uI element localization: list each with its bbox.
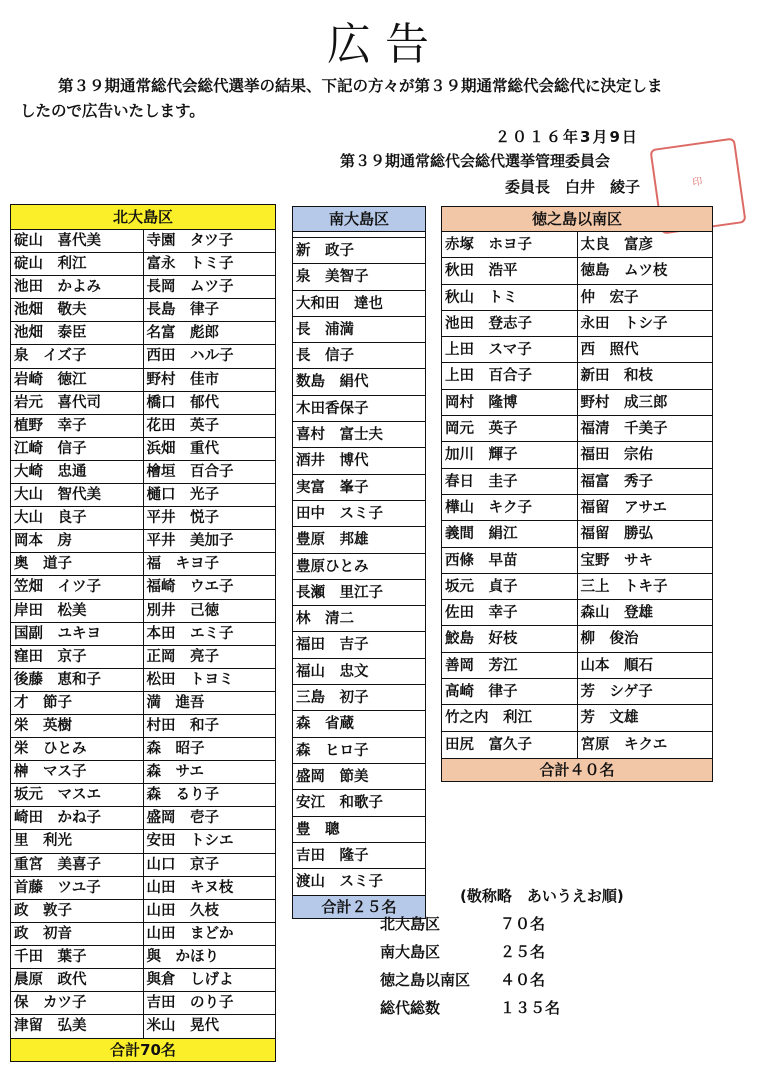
member-name: 江崎 信子 bbox=[11, 438, 143, 461]
member-name: 與 かほり bbox=[144, 946, 276, 969]
summary-row bbox=[380, 941, 545, 962]
member-name: 奥 道子 bbox=[11, 553, 143, 576]
member-name: 宮原 キクエ bbox=[580, 736, 668, 753]
member-name: 千田 葉子 bbox=[11, 946, 143, 969]
member-name: 寺園 タツ子 bbox=[144, 230, 276, 253]
member-name: 高崎 律子 bbox=[442, 679, 577, 705]
member-name: 山本 順石 bbox=[578, 653, 713, 679]
intro-line-1: 第３９期通常総代会総代選挙の結果、下記の方々が第３９期通常総代会総代に決定しま bbox=[58, 77, 663, 95]
member-name: 榊 マス子 bbox=[11, 761, 143, 784]
member-name: 長瀬 里江子 bbox=[293, 580, 425, 606]
member-name: 上田 スマ子 bbox=[442, 337, 577, 363]
summary-row bbox=[380, 913, 545, 934]
member-name: 田中 スミ子 bbox=[293, 501, 425, 527]
member-name: 檜垣 百合子 bbox=[144, 461, 276, 484]
member-name: 西條 早苗 bbox=[442, 548, 577, 574]
member-name: 安田 トシエ bbox=[144, 830, 276, 853]
member-name: 柳 俊治 bbox=[578, 626, 713, 652]
member-name: 窪田 京子 bbox=[11, 646, 143, 669]
member-name: 福崎 ウエ子 bbox=[144, 576, 276, 599]
member-name: 晨原 政代 bbox=[11, 969, 143, 992]
summary-label: 徳之島以南区 bbox=[380, 971, 471, 989]
member-name: 春日 圭子 bbox=[442, 469, 577, 495]
summary-label: 南大島区 bbox=[380, 943, 441, 961]
member-name: 保 カツ子 bbox=[11, 992, 143, 1015]
announcement-date: ２０１６年3月9日 bbox=[495, 128, 639, 146]
member-name: 福富 秀子 bbox=[578, 469, 713, 495]
member-name: 栄 ひとみ bbox=[11, 738, 143, 761]
district-north bbox=[10, 204, 276, 1062]
member-name: 富永 トミ子 bbox=[144, 253, 276, 276]
member-name: 吉田 隆子 bbox=[293, 843, 425, 869]
member-name: 大和田 達也 bbox=[293, 291, 425, 317]
member-name: 福 キヨ子 bbox=[144, 553, 276, 576]
member-name: 三上 トキ子 bbox=[578, 574, 713, 600]
member-name: 岸田 松美 bbox=[11, 600, 143, 623]
member-name: 坂元 貞子 bbox=[442, 574, 577, 600]
member-name: 佐田 幸子 bbox=[442, 600, 577, 626]
member-name: 泉 美智子 bbox=[293, 264, 425, 290]
member-name: 山田 キヌ枝 bbox=[144, 877, 276, 900]
committee-name: 第３９期通常総代会総代選挙管理委員会 bbox=[340, 152, 611, 170]
summary-label: 総代総数 bbox=[380, 999, 441, 1017]
member-name: 正岡 亮子 bbox=[144, 646, 276, 669]
member-name: 太良 富彦 bbox=[578, 232, 713, 258]
summary-value: ２５名 bbox=[500, 943, 546, 961]
member-name: 竹之内 利江 bbox=[442, 705, 577, 731]
member-name: 與倉 しげよ bbox=[144, 969, 276, 992]
member-name: 善岡 芳江 bbox=[442, 653, 577, 679]
member-name: 福留 勝弘 bbox=[578, 521, 713, 547]
member-name: 国副 ユキヨ bbox=[11, 623, 143, 646]
member-name: 森 サエ bbox=[144, 761, 276, 784]
member-name: 花田 英子 bbox=[144, 415, 276, 438]
district-north-total: 合計70名 bbox=[11, 1038, 275, 1061]
district-south-header: 南大島区 bbox=[293, 207, 425, 232]
member-name: 渡山 スミ子 bbox=[296, 874, 383, 891]
district-north-col-right bbox=[143, 230, 276, 1038]
member-name: 樋口 光子 bbox=[144, 484, 276, 507]
member-name: 岡村 隆博 bbox=[442, 390, 577, 416]
member-name: 長岡 ムツ子 bbox=[144, 276, 276, 299]
summary-note: (敬称略 あいうえお順) bbox=[460, 887, 624, 905]
member-name: 満 進吾 bbox=[144, 692, 276, 715]
official-seal-icon: 印 bbox=[649, 137, 746, 234]
member-name: 森 省蔵 bbox=[293, 711, 425, 737]
district-toku-total: 合計４０名 bbox=[442, 758, 712, 781]
member-name: 重宮 美喜子 bbox=[11, 854, 143, 877]
member-name: 平井 悦子 bbox=[144, 507, 276, 530]
member-name: 大山 良子 bbox=[11, 507, 143, 530]
member-name: 秋山 トミ bbox=[442, 285, 577, 311]
member-name: 田尻 富久子 bbox=[445, 736, 532, 753]
member-name: 長島 律子 bbox=[144, 299, 276, 322]
district-south-col bbox=[293, 238, 425, 895]
intro-text bbox=[20, 74, 760, 124]
member-name: 村田 和子 bbox=[144, 715, 276, 738]
member-name: 数島 絹代 bbox=[293, 369, 425, 395]
member-name: 植野 幸子 bbox=[11, 415, 143, 438]
summary-row bbox=[380, 997, 560, 1018]
summary-value: １３５名 bbox=[500, 999, 561, 1017]
member-name: 平井 美加子 bbox=[144, 530, 276, 553]
member-name: 森 昭子 bbox=[144, 738, 276, 761]
member-name: 森山 登雄 bbox=[578, 600, 713, 626]
member-name: 福清 千美子 bbox=[578, 416, 713, 442]
member-name: 樺山 キク子 bbox=[442, 495, 577, 521]
member-name: 新田 和枝 bbox=[578, 363, 713, 389]
member-name: 森 ヒロ子 bbox=[293, 738, 425, 764]
member-name: 山口 京子 bbox=[144, 854, 276, 877]
member-name: 永田 トシ子 bbox=[578, 311, 713, 337]
member-name: 西 照代 bbox=[578, 337, 713, 363]
member-name: 木田香保子 bbox=[293, 396, 425, 422]
summary-row bbox=[380, 969, 545, 990]
member-name: 里 利光 bbox=[11, 830, 143, 853]
member-name: 山田 久枝 bbox=[144, 900, 276, 923]
summary-value: ７０名 bbox=[500, 915, 546, 933]
district-toku-header: 徳之島以南区 bbox=[442, 207, 712, 232]
district-north-header: 北大島区 bbox=[11, 205, 275, 230]
member-name: 新 政子 bbox=[293, 238, 425, 264]
district-toku-col-left bbox=[442, 232, 577, 758]
member-name: 西田 ハル子 bbox=[144, 345, 276, 368]
member-name: 豊原 邦雄 bbox=[293, 527, 425, 553]
member-name: 別井 己徳 bbox=[144, 600, 276, 623]
member-name: 宝野 サキ bbox=[578, 548, 713, 574]
member-name: 福田 宗佑 bbox=[578, 442, 713, 468]
member-name: 鮫島 好枝 bbox=[442, 626, 577, 652]
member-name: 野村 佳市 bbox=[144, 369, 276, 392]
member-name: 喜村 富士夫 bbox=[293, 422, 425, 448]
member-name: 政 敦子 bbox=[11, 900, 143, 923]
member-name: 津留 弘美 bbox=[14, 1018, 87, 1035]
member-name: 芳 シゲ子 bbox=[578, 679, 713, 705]
member-name: 吉田 のり子 bbox=[144, 992, 276, 1015]
district-toku-col-right bbox=[577, 232, 713, 758]
member-name: 碇山 利江 bbox=[11, 253, 143, 276]
member-name: 栄 英樹 bbox=[11, 715, 143, 738]
member-name: 坂元 マスエ bbox=[11, 784, 143, 807]
member-name: 浜畑 重代 bbox=[144, 438, 276, 461]
member-name: 池畑 敬夫 bbox=[11, 299, 143, 322]
district-south bbox=[292, 206, 426, 919]
committee-chair: 委員長 白井 綾子 bbox=[505, 178, 641, 196]
member-name: 岩崎 徳江 bbox=[11, 369, 143, 392]
member-name: 才 節子 bbox=[11, 692, 143, 715]
member-name: 野村 成三郎 bbox=[578, 390, 713, 416]
member-name: 赤塚 ホヨ子 bbox=[442, 232, 577, 258]
summary-value: ４０名 bbox=[500, 971, 546, 989]
intro-line-2: したので広告いたします。 bbox=[20, 102, 205, 120]
member-name: 山田 まどか bbox=[144, 923, 276, 946]
member-name: 池田 かよみ bbox=[11, 276, 143, 299]
summary-label: 北大島区 bbox=[380, 915, 441, 933]
member-name: 崎田 かね子 bbox=[11, 807, 143, 830]
member-name: 秋田 浩平 bbox=[442, 258, 577, 284]
member-name: 長 浦満 bbox=[293, 317, 425, 343]
member-name: 池畑 泰臣 bbox=[11, 322, 143, 345]
member-name: 福留 アサエ bbox=[578, 495, 713, 521]
member-name: 酒井 博代 bbox=[293, 448, 425, 474]
member-name: 三島 初子 bbox=[293, 685, 425, 711]
member-name: 本田 エミ子 bbox=[144, 623, 276, 646]
member-name: 豊原ひとみ bbox=[293, 554, 425, 580]
member-name: 福山 忠文 bbox=[293, 659, 425, 685]
member-name: 岡元 英子 bbox=[442, 416, 577, 442]
member-name: 豊 聰 bbox=[293, 817, 425, 843]
member-name: 仲 宏子 bbox=[578, 285, 713, 311]
member-name: 橋口 郁代 bbox=[144, 392, 276, 415]
page-title: 広告 bbox=[327, 19, 443, 70]
member-name: 大崎 忠通 bbox=[11, 461, 143, 484]
member-name: 首藤 ツユ子 bbox=[11, 877, 143, 900]
member-name: 福田 吉子 bbox=[293, 632, 425, 658]
member-name: 松田 トヨミ bbox=[144, 669, 276, 692]
member-name: 盛岡 壱子 bbox=[144, 807, 276, 830]
member-name: 米山 晃代 bbox=[146, 1018, 219, 1035]
district-toku bbox=[441, 206, 713, 782]
member-name: 盛岡 節美 bbox=[293, 764, 425, 790]
member-name: 岩元 喜代司 bbox=[11, 392, 143, 415]
district-north-col-left bbox=[11, 230, 143, 1038]
member-name: 実富 峯子 bbox=[293, 475, 425, 501]
member-name: 後藤 恵和子 bbox=[11, 669, 143, 692]
member-name: 義間 絹江 bbox=[442, 521, 577, 547]
member-name: 笠畑 イツ子 bbox=[11, 576, 143, 599]
member-name: 芳 文雄 bbox=[578, 705, 713, 731]
member-name: 泉 イズ子 bbox=[11, 345, 143, 368]
member-name: 長 信子 bbox=[293, 343, 425, 369]
member-name: 岡本 房 bbox=[11, 530, 143, 553]
member-name: 安江 和歌子 bbox=[293, 790, 425, 816]
member-name: 名富 彪郎 bbox=[144, 322, 276, 345]
member-name: 池田 登志子 bbox=[442, 311, 577, 337]
member-name: 碇山 喜代美 bbox=[11, 230, 143, 253]
member-name: 政 初音 bbox=[11, 923, 143, 946]
member-name: 森 るり子 bbox=[144, 784, 276, 807]
district-south-total: 合計２５名 bbox=[293, 895, 425, 918]
member-name: 徳島 ムツ枝 bbox=[578, 258, 713, 284]
member-name: 上田 百合子 bbox=[442, 363, 577, 389]
member-name: 加川 輝子 bbox=[442, 442, 577, 468]
member-name: 大山 智代美 bbox=[11, 484, 143, 507]
member-name: 林 清二 bbox=[293, 606, 425, 632]
